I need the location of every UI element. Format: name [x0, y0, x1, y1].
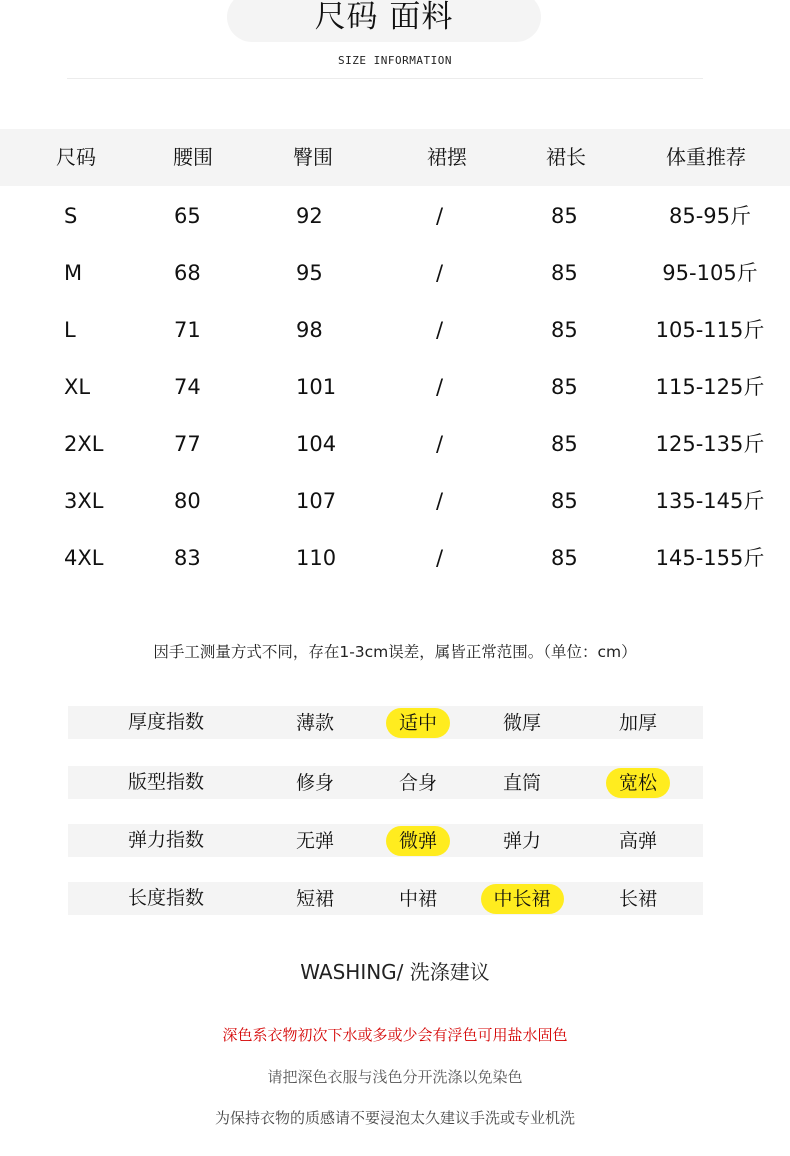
size-cell: L	[64, 318, 76, 342]
attribute-option: 微厚	[502, 712, 541, 734]
size-cell: 105-115斤	[655, 318, 765, 342]
size-col-header: 尺码	[56, 145, 96, 169]
attribute-option: 合身	[398, 772, 437, 794]
size-cell: 125-135斤	[655, 432, 765, 456]
size-cell: M	[64, 261, 83, 285]
size-cell: 115-125斤	[655, 375, 765, 399]
size-cell: /	[436, 489, 444, 513]
size-col-header: 臀围	[293, 145, 333, 169]
size-cell: /	[436, 375, 444, 399]
attribute-option-selected: 微弹	[386, 826, 450, 856]
washing-title: WASHING/ 洗涤建议	[300, 960, 490, 984]
washing-line-2: 请把深色衣服与浅色分开洗涤以免染色	[267, 1068, 523, 1086]
size-cell: 68	[174, 261, 201, 285]
attribute-option: 修身	[295, 772, 334, 794]
attribute-option: 直筒	[502, 772, 541, 794]
size-cell: 71	[174, 318, 201, 342]
size-col-header: 腰围	[173, 145, 213, 169]
attribute-label: 厚度指数	[127, 711, 204, 733]
size-cell: 98	[296, 318, 323, 342]
size-cell: 85	[551, 318, 578, 342]
size-col-header: 体重推荐	[666, 145, 746, 169]
size-cell: 74	[174, 375, 201, 399]
size-cell: 65	[174, 204, 201, 228]
size-cell: /	[436, 204, 444, 228]
size-cell: 101	[296, 375, 337, 399]
size-cell: 85	[551, 375, 578, 399]
attribute-option: 弹力	[502, 830, 541, 852]
size-cell: 95-105斤	[662, 261, 758, 285]
size-cell: 92	[296, 204, 323, 228]
size-cell: 104	[296, 432, 337, 456]
size-cell: /	[436, 432, 444, 456]
size-cell: 85	[551, 432, 578, 456]
size-cell: 85	[551, 261, 578, 285]
size-cell: XL	[64, 375, 91, 399]
attribute-option: 中裙	[398, 888, 437, 910]
size-cell: 85-95斤	[668, 204, 752, 228]
attribute-option-selected: 适中	[386, 708, 450, 738]
size-cell: 3XL	[64, 489, 104, 513]
size-cell: /	[436, 546, 444, 570]
size-cell: 80	[174, 489, 201, 513]
attribute-label: 版型指数	[127, 771, 204, 793]
attribute-option: 无弹	[295, 830, 334, 852]
size-cell: 4XL	[64, 546, 104, 570]
size-cell: 77	[174, 432, 201, 456]
size-cell: 85	[551, 489, 578, 513]
size-cell: S	[64, 204, 78, 228]
size-col-header: 裙长	[546, 145, 586, 169]
size-cell: 83	[174, 546, 201, 570]
attribute-label: 弹力指数	[127, 829, 204, 851]
washing-line-3: 为保持衣物的质感请不要浸泡太久建议手洗或专业机洗	[214, 1109, 575, 1127]
attribute-option-selected: 宽松	[606, 768, 670, 798]
page-title: 尺码 面料	[314, 0, 454, 35]
washing-line-1: 深色系衣物初次下水或多或少会有浮色可用盐水固色	[222, 1026, 568, 1044]
size-cell: 2XL	[64, 432, 104, 456]
size-cell: 135-145斤	[655, 489, 765, 513]
measurement-note: 因手工测量方式不同，存在1-3cm误差，属皆正常范围。（单位：cm）	[153, 643, 637, 661]
attribute-option: 长裙	[618, 888, 657, 910]
attribute-option: 短裙	[295, 888, 334, 910]
size-cell: 95	[296, 261, 323, 285]
attribute-label: 长度指数	[127, 887, 204, 909]
size-col-header: 裙摆	[427, 145, 467, 169]
attribute-option: 加厚	[618, 712, 657, 734]
size-cell: 85	[551, 204, 578, 228]
size-cell: /	[436, 261, 444, 285]
attribute-option-selected: 中长裙	[481, 884, 564, 914]
page-subtitle: SIZE INFORMATION	[338, 54, 452, 67]
attribute-option: 高弹	[618, 830, 657, 852]
divider	[67, 78, 703, 79]
size-cell: 85	[551, 546, 578, 570]
size-cell: 107	[296, 489, 337, 513]
attribute-option: 薄款	[295, 712, 334, 734]
size-cell: /	[436, 318, 444, 342]
size-cell: 145-155斤	[655, 546, 765, 570]
size-cell: 110	[296, 546, 337, 570]
